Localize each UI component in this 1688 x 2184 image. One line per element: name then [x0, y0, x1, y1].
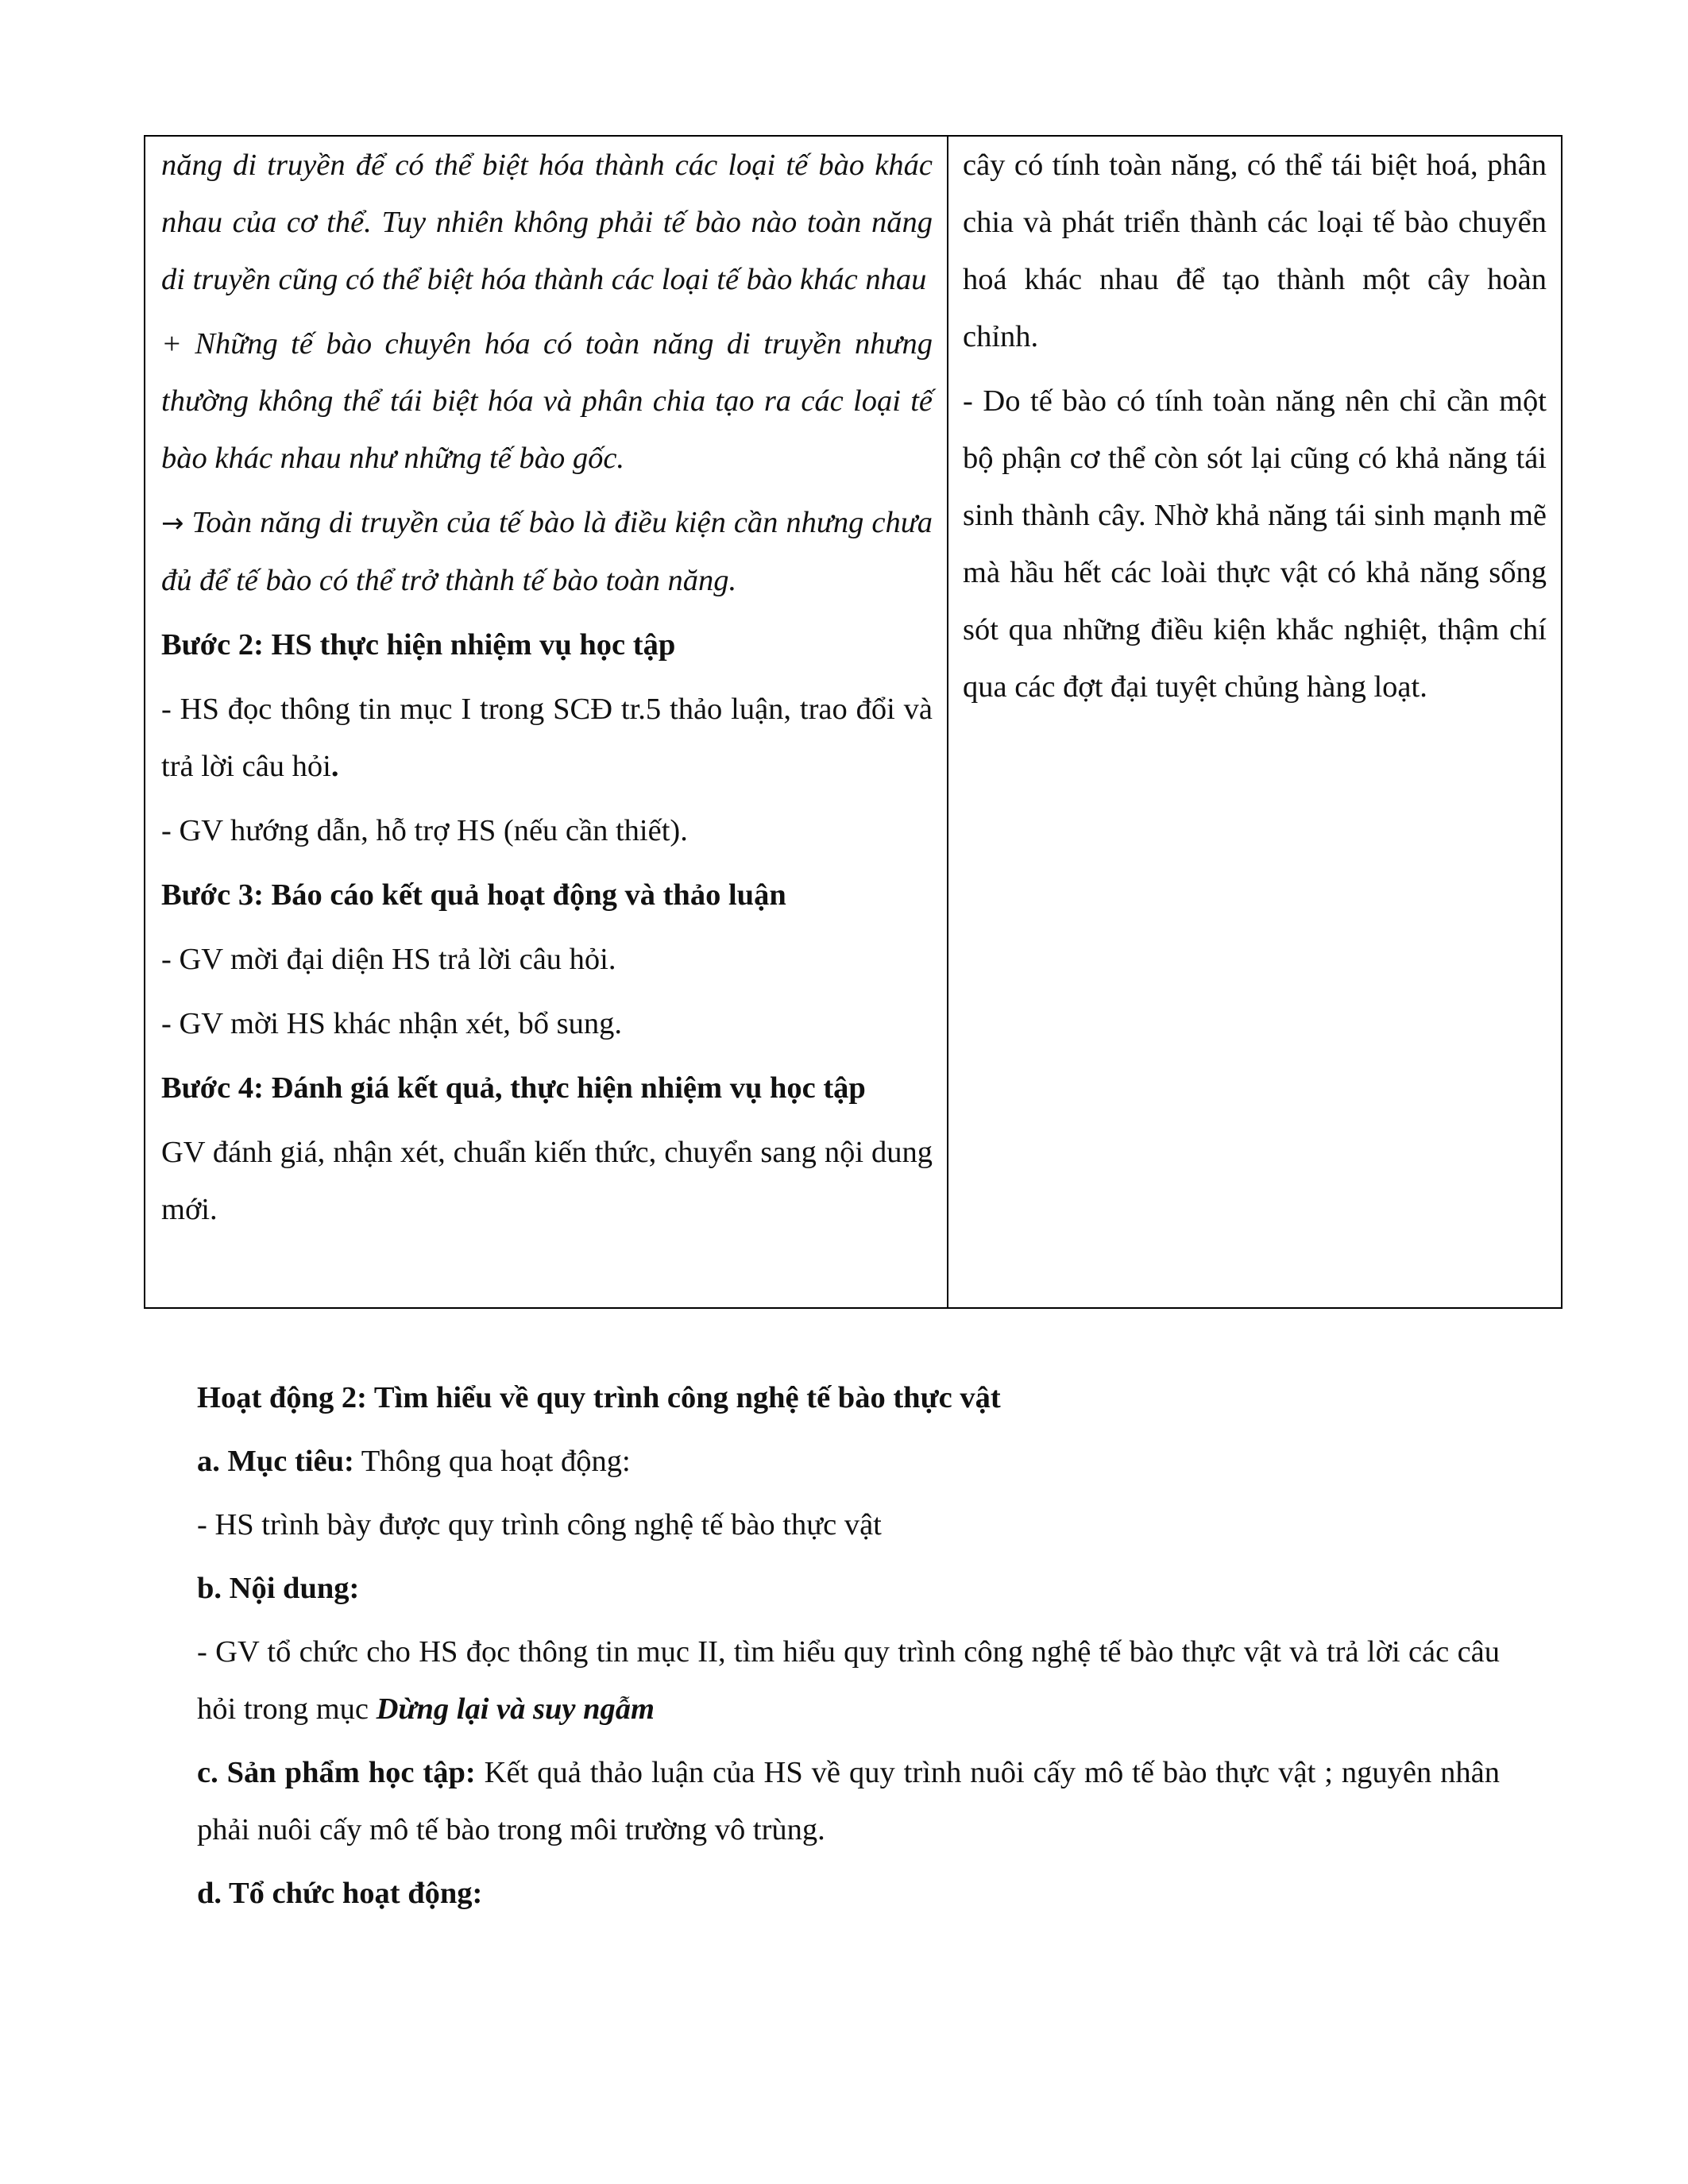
- content-text-body: - GV tổ chức cho HS đọc thông tin mục II, tìm hiểu quy trình công nghệ tế bào thực vật và trả lời các câu hỏi trong mục: [197, 1635, 1500, 1726]
- step2-line-2: - GV hướng dẫn, hỗ trợ HS (nếu cần thiết).: [161, 814, 688, 847]
- activity2-title: Hoạt động 2: Tìm hiểu về quy trình công nghệ tế bào thực vật: [197, 1381, 1001, 1414]
- activity2-section: [197, 1369, 1500, 1928]
- step4-title: Bước 4: Đánh giá kết quả, thực hiện nhiệm vụ học tập: [161, 1071, 866, 1105]
- left-paragraph-2: + Những tế bào chuyên hóa có toàn năng di truyền nhưng thường không thể tái biệt hóa và phân chia tạo ra các loại tế bào khác nhau như những tế bào gốc.: [161, 327, 933, 475]
- step4-line-1: GV đánh giá, nhận xét, chuẩn kiến thức, chuyển sang nội dung mới.: [161, 1136, 933, 1226]
- left-paragraph-1: năng di truyền để có thể biệt hóa thành các loại tế bào khác nhau của cơ thể. Tuy nhiên không phải tế bào nào toàn năng di truyền cũng có thể biệt hóa thành các loại tế bào khác nhau: [161, 149, 933, 296]
- objective-line: [197, 1433, 1500, 1490]
- content-emphasis: Dừng lại và suy ngẫm: [376, 1692, 655, 1726]
- left-paragraph-3: [161, 494, 933, 609]
- arrow-right-icon: →: [161, 507, 184, 539]
- conclusion-text: Toàn năng di truyền của tế bào là điều kiện cần nhưng chưa đủ để tế bào có thể trở thành tế bào toàn năng.: [161, 506, 933, 597]
- table-left-cell: [145, 137, 948, 1307]
- content-text: [197, 1623, 1500, 1738]
- product-label: c. Sản phẩm học tập:: [197, 1756, 476, 1789]
- objective-label: a. Mục tiêu:: [197, 1445, 354, 1478]
- organization-label: d. Tổ chức hoạt động:: [197, 1877, 483, 1910]
- step2-line-1: [161, 681, 933, 795]
- step2-line-1-text: - HS đọc thông tin mục I trong SCĐ tr.5 thảo luận, trao đổi và trả lời câu hỏi: [161, 693, 933, 783]
- objective-text: Thông qua hoạt động:: [353, 1445, 631, 1478]
- step3-line-1: - GV mời đại diện HS trả lời câu hỏi.: [161, 943, 616, 976]
- step2-title: Bước 2: HS thực hiện nhiệm vụ học tập: [161, 628, 676, 662]
- step3-title: Bước 3: Báo cáo kết quả hoạt động và thảo luận: [161, 878, 786, 912]
- right-paragraph-1: cây có tính toàn năng, có thể tái biệt hoá, phân chia và phát triển thành các loại tế bào chuyển hoá khác nhau để tạo thành một cây hoàn chỉnh.: [963, 149, 1547, 353]
- product-line: [197, 1744, 1500, 1858]
- content-label: b. Nội dung:: [197, 1572, 360, 1605]
- right-paragraph-2: - Do tế bào có tính toàn năng nên chỉ cần một bộ phận cơ thể còn sót lại cũng có khả năng tái sinh thành cây. Nhờ khả năng tái sinh mạnh mẽ mà hầu hết các loài thực vật có khả năng sống sót qua những điều kiện khắc nghiệt, thậm chí qua các đợt đại tuyệt chủng hàng loạt.: [963, 384, 1547, 704]
- step2-line-1-end: .: [330, 750, 339, 783]
- product-text: Kết quả thảo luận của HS về quy trình nuôi cấy mô tế bào thực vật ; nguyên nhân phải nuôi cấy mô tế bào trong môi trường vô trùng.: [197, 1756, 1500, 1846]
- objective-item: - HS trình bày được quy trình công nghệ tế bào thực vật: [197, 1508, 882, 1542]
- table-right-cell: [948, 137, 1561, 1307]
- step3-line-2: - GV mời HS khác nhận xét, bổ sung.: [161, 1007, 622, 1040]
- content-table: [144, 135, 1562, 1309]
